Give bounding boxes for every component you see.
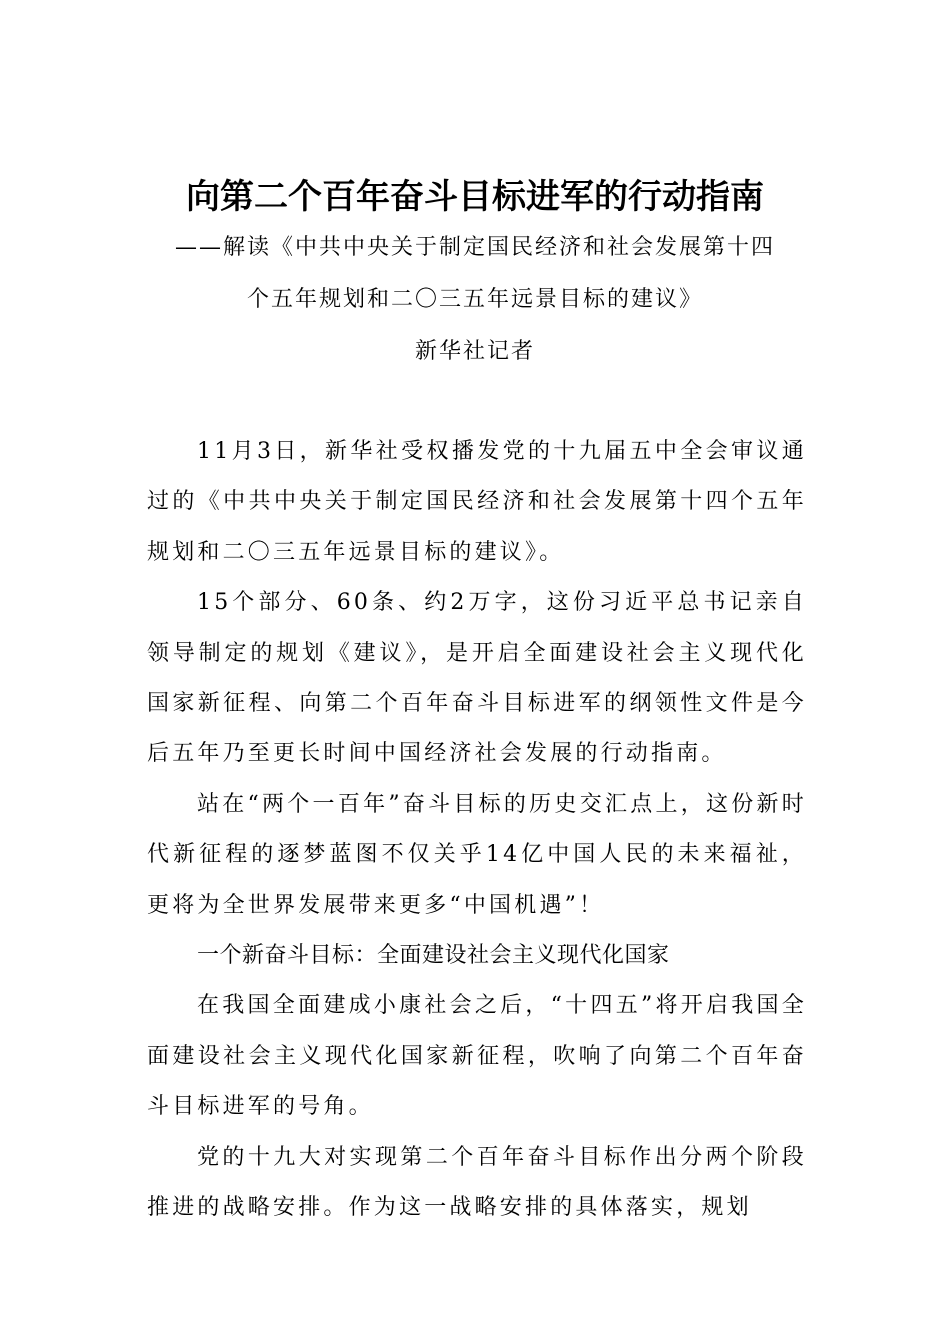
byline: 新华社记者 bbox=[414, 339, 535, 364]
section-paragraph-2: 党的十九大对实现第二个百年奋斗目标作出分两个阶段推进的战略安排。作为这一战略安排的具体落实，规划 bbox=[147, 1144, 807, 1221]
article-body bbox=[147, 427, 807, 1234]
section-heading: 一个新奋斗目标：全面建设社会主义现代化国家 bbox=[197, 943, 670, 969]
document-title: 向第二个百年奋斗目标进军的行动指南 bbox=[186, 177, 764, 217]
document-subtitle-line-2: 个五年规划和二〇三五年远景目标的建议》 bbox=[246, 287, 703, 312]
document-subtitle-line-1: ——解读《中共中央关于制定国民经济和社会发展第十四 bbox=[174, 235, 775, 260]
paragraph-1: 11月3日，新华社受权播发党的十九届五中全会审议通过的《中共中央关于制定国民经济和社会发展第十四个五年规划和二〇三五年远景目标的建议》。 bbox=[147, 439, 807, 565]
paragraph-3: 站在“两个一百年”奋斗目标的历史交汇点上，这份新时代新征程的逐梦蓝图不仅关乎14亿中国人民的未来福祉，更将为全世界发展带来更多“中国机遇”！ bbox=[147, 791, 807, 918]
paragraph-2: 15个部分、60条、约2万字，这份习近平总书记亲自领导制定的规划《建议》，是开启全面建设社会主义现代化国家新征程、向第二个百年奋斗目标进军的纲领性文件是今后五年乃至更长时间中国经济社会发展的行动指南。 bbox=[147, 590, 807, 767]
section-paragraph-1: 在我国全面建成小康社会之后，“十四五”将开启我国全面建设社会主义现代化国家新征程，吹响了向第二个百年奋斗目标进军的号角。 bbox=[147, 993, 807, 1120]
